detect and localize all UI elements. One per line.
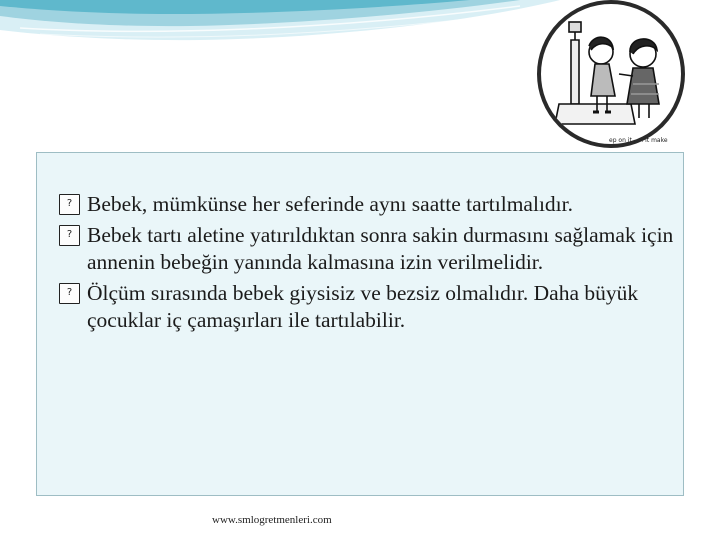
cartoon-weighing-children-image <box>535 0 687 152</box>
content-box <box>36 152 684 496</box>
bullet-marker-icon: ? <box>59 194 80 215</box>
bullet-item <box>59 222 679 277</box>
bullet-list <box>59 191 679 338</box>
bullet-item <box>59 280 679 335</box>
bullet-marker-icon: ? <box>59 283 80 304</box>
footer-url: www.smlogretmenleri.com <box>212 514 332 526</box>
bullet-text: Ölçüm sırasında bebek giysisiz ve bezsiz olmalıdır. Daha büyük çocuklar iç çamaşırları ile tartılabilir. <box>87 280 639 332</box>
bullet-text: Bebek tartı aletine yatırıldıktan sonra sakin durmasını sağlamak için annenin bebeğin yanında kalmasına izin verilmelidir. <box>87 222 674 274</box>
bullet-item <box>59 191 679 219</box>
bullet-text: Bebek, mümkünse her seferinde aynı saatte tartılmalıdır. <box>87 192 573 216</box>
image-caption: ep on it . . . it make <box>609 137 668 144</box>
bullet-marker-icon: ? <box>59 225 80 246</box>
